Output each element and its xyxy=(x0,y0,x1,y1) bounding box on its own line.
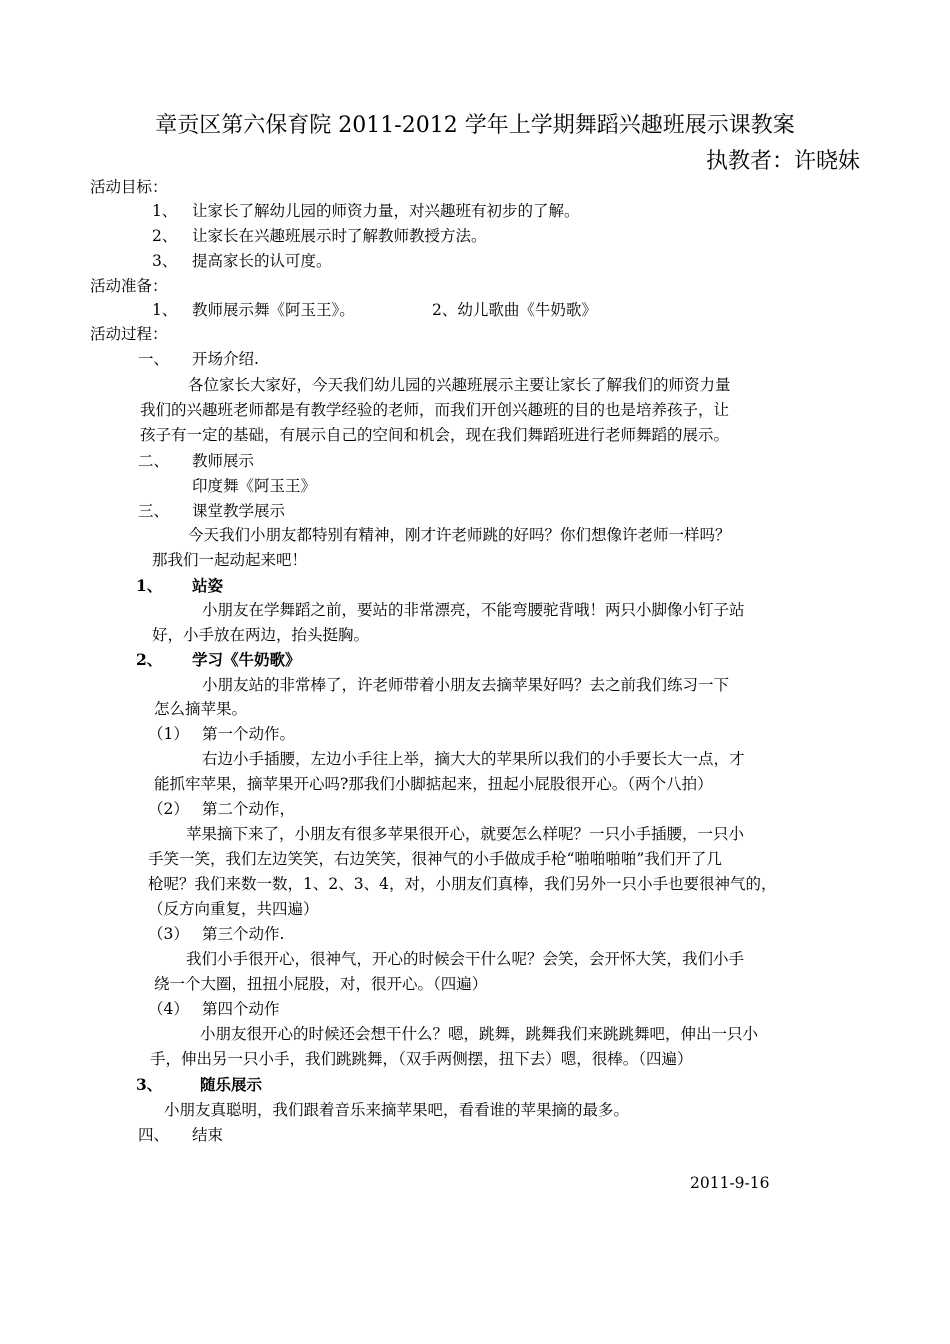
move-4-para: 手，伸出另一只小手，我们跳跳舞，（双手两侧摆，扭下去）嗯，很棒。（四遍） xyxy=(150,1050,693,1068)
prep-2-text: 2、幼儿歌曲《牛奶歌》 xyxy=(432,301,597,319)
goal-2-num: 2、 xyxy=(152,227,178,245)
section-2-sub: 印度舞《阿玉王》 xyxy=(192,477,317,495)
section-4-title: 结束 xyxy=(192,1126,224,1144)
step-1-title: 站姿 xyxy=(192,576,224,595)
goal-2-text: 让家长在兴趣班展示时了解教师教授方法。 xyxy=(192,227,487,245)
move-1-para: 能抓牢苹果，摘苹果开心吗?那我们小脚掂起来，扭起小屁股很开心。（两个八拍） xyxy=(154,775,713,793)
move-4-num: （4） xyxy=(148,1000,189,1018)
prep-1-text: 教师展示舞《阿玉王》。 xyxy=(192,301,355,319)
section-3-title: 课堂教学展示 xyxy=(192,502,286,520)
prep-heading: 活动准备： xyxy=(90,277,168,295)
section-3-para: 今天我们小朋友都特别有精神，刚才许老师跳的好吗？你们想像许老师一样吗？ xyxy=(188,526,731,544)
document-date: 2011-9-16 xyxy=(690,1174,770,1192)
step-1-para: 小朋友在学舞蹈之前，要站的非常漂亮，不能弯腰驼背哦！两只小脚像小钉子站 xyxy=(202,601,745,619)
move-3-title: 第三个动作. xyxy=(202,925,285,943)
move-4-title: 第四个动作 xyxy=(202,1000,280,1018)
goal-3-text: 提高家长的认可度。 xyxy=(192,252,332,270)
move-2-para: 手笑一笑，我们左边笑笑，右边笑笑，很神气的小手做成手枪“啪啪啪啪”我们开了几 xyxy=(148,850,722,868)
move-3-para: 我们小手很开心，很神气，开心的时候会干什么呢？会笑，会开怀大笑，我们小手 xyxy=(186,950,745,968)
goal-3-num: 3、 xyxy=(152,252,178,270)
step-1-num: 1、 xyxy=(136,576,163,595)
prep-1-num: 1、 xyxy=(152,301,178,319)
section-3-para: 那我们一起动起来吧！ xyxy=(152,551,308,569)
section-2-title: 教师展示 xyxy=(192,452,255,470)
section-1-title: 开场介绍. xyxy=(192,350,259,368)
teacher-name: 执教者：许晓妹 xyxy=(705,149,860,174)
step-3-para: 小朋友真聪明，我们跟着音乐来摘苹果吧，看看谁的苹果摘的最多。 xyxy=(164,1101,630,1119)
move-2-title: 第二个动作， xyxy=(202,800,296,818)
step-2-title: 学习《牛奶歌》 xyxy=(192,650,301,669)
move-3-para: 绕一个大圈，扭扭小屁股，对，很开心。（四遍） xyxy=(154,975,488,993)
move-1-num: （1） xyxy=(148,725,189,743)
section-1-para: 各位家长大家好，今天我们幼儿园的兴趣班展示主要让家长了解我们的师资力量 xyxy=(188,376,731,394)
move-2-num: （2） xyxy=(148,800,189,818)
section-2-num: 二、 xyxy=(138,452,170,470)
goal-1-text: 让家长了解幼儿园的师资力量，对兴趣班有初步的了解。 xyxy=(192,202,580,220)
process-heading: 活动过程： xyxy=(90,325,168,343)
move-4-para: 小朋友很开心的时候还会想干什么？嗯，跳舞，跳舞我们来跳跳舞吧，伸出一只小 xyxy=(200,1025,759,1043)
goals-heading: 活动目标： xyxy=(90,178,168,196)
section-1-num: 一、 xyxy=(138,350,170,368)
move-1-title: 第一个动作。 xyxy=(202,725,296,743)
document-title: 章贡区第六保育院 2011-2012 学年上学期舞蹈兴趣班展示课教案 xyxy=(155,113,795,138)
move-3-num: （3） xyxy=(148,925,189,943)
section-1-para: 我们的兴趣班老师都是有教学经验的老师，而我们开创兴趣班的目的也是培养孩子，让 xyxy=(140,401,730,419)
step-2-para: 小朋友站的非常棒了，许老师带着小朋友去摘苹果好吗？去之前我们练习一下 xyxy=(202,676,730,694)
move-2-para: （反方向重复，共四遍） xyxy=(148,900,319,918)
step-3-num: 3、 xyxy=(136,1075,163,1094)
step-2-num: 2、 xyxy=(136,650,163,669)
step-2-para: 怎么摘苹果。 xyxy=(154,700,248,718)
section-4-num: 四、 xyxy=(138,1126,170,1144)
move-1-para: 右边小手插腰，左边小手往上举，摘大大的苹果所以我们的小手要长大一点，才 xyxy=(202,750,745,768)
goal-1-num: 1、 xyxy=(152,202,178,220)
section-3-num: 三、 xyxy=(138,502,170,520)
step-1-para: 好，小手放在两边，抬头挺胸。 xyxy=(152,626,370,644)
move-2-para: 苹果摘下来了，小朋友有很多苹果很开心，就要怎么样呢？一只小手插腰，一只小 xyxy=(186,825,745,843)
step-3-title: 随乐展示 xyxy=(200,1075,263,1094)
section-1-para: 孩子有一定的基础，有展示自己的空间和机会，现在我们舞蹈班进行老师舞蹈的展示。 xyxy=(140,426,730,444)
move-2-para: 枪呢？我们来数一数，1、2、3、4，对，小朋友们真棒，我们另外一只小手也要很神气的， xyxy=(148,875,777,893)
